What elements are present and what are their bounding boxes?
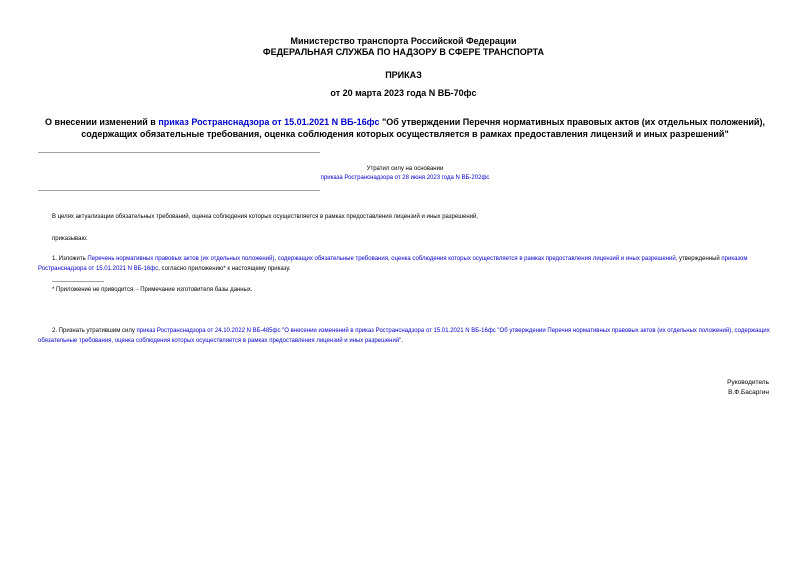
signature-position: Руководитель [727, 379, 769, 386]
signature-name: В.Ф.Басаргин [728, 389, 769, 396]
item-1-link-list[interactable]: Перечень нормативных правовых актов (их отдельных положений), содержащих обязательные требования, оценка соблюдения которых осуществляется в рамках предоставления лицензий и иных разрешений [87, 256, 676, 262]
doc-type: ПРИКАЗ [385, 70, 422, 80]
doc-date: от 20 марта 2023 года N ВБ-70фс [330, 88, 477, 98]
signature-block [727, 378, 769, 398]
item-2-paragraph [38, 326, 772, 346]
validity-note-link[interactable]: приказа Ространснадзора от 28 июня 2023 года N ВБ-202фс [320, 175, 490, 181]
subject-prefix: О внесении изменений в [45, 117, 159, 127]
subject-suffix: "Об утверждении Перечня нормативных правовых актов (их отдельных положений), содержащих обязательные требования, оценка соблюдения которых осуществляется в рамках предоставления лицензий и иных разрешений" [81, 117, 765, 139]
item-1-prefix: 1. Изложить [52, 256, 88, 262]
order-word: приказываю: [52, 236, 88, 242]
divider-bottom [38, 190, 320, 191]
footnote-rule [52, 281, 104, 282]
item-2-suffix: . [401, 338, 403, 344]
item-1-suffix: , согласно приложению* к настоящему приказу. [158, 266, 291, 272]
subject-link[interactable]: приказ Ространснадзора от 15.01.2021 N ВБ-16фс [158, 117, 380, 127]
validity-note [300, 165, 510, 183]
item-1-paragraph [38, 254, 770, 274]
footnote-text: * Приложение не приводится. - Примечание изготовителя базы данных. [52, 287, 253, 293]
item-1-link-order[interactable]: приказом Ространснадзора от 15.01.2021 N ВБ-16фс [38, 256, 748, 272]
item-2-link[interactable]: приказ Ространснадзора от 24.10.2022 N ВБ-485фс "О внесении изменений в приказ Ространснадзора от 15.01.2021 N ВБ-16фс "Об утверждении Перечня нормативных правовых актов (их отдельных положений), содержащих обязательные требования, оценка соблюдения которых осуществляется в рамках предоставления лицензий и иных разрешений" [38, 328, 770, 344]
validity-note-text: Утратил силу на основании [366, 166, 444, 172]
doc-subject [30, 117, 780, 140]
service-name: ФЕДЕРАЛЬНАЯ СЛУЖБА ПО НАДЗОРУ В СФЕРЕ ТРАНСПОРТА [262, 47, 545, 57]
item-1-middle: , утвержденный [675, 256, 722, 262]
ministry-name: Министерство транспорта Российской Федерации [290, 36, 517, 46]
intro-paragraph: В целях актуализации обязательных требований, оценка соблюдения которых осуществляется в рамках предоставления лицензий и иных разрешений, [52, 214, 479, 220]
item-2-prefix: 2. Признать утратившим силу [52, 328, 137, 334]
divider-top [38, 152, 320, 153]
